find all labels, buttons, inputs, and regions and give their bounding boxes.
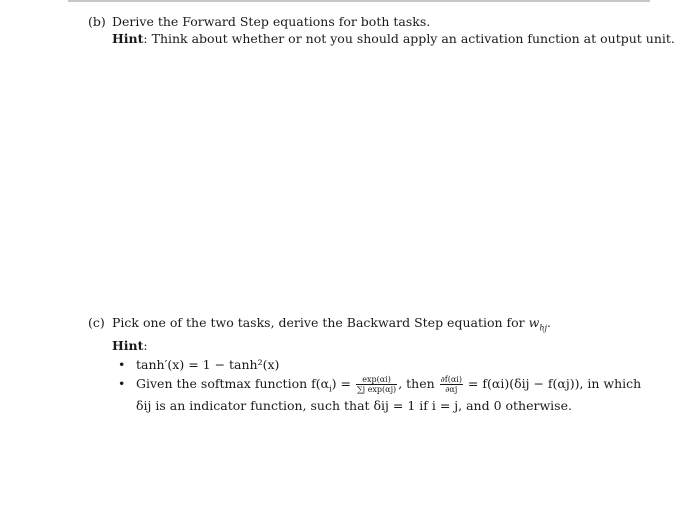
softmax-eq: ) = — [331, 375, 355, 391]
softmax-result: = f(αi)(δij − f(αj)), in which — [463, 375, 642, 391]
part-b-question-line — [88, 13, 668, 30]
hint-item-tanh — [88, 356, 668, 373]
part-c-hint-colon: : — [143, 337, 148, 353]
part-b-hint-text: : Think about whether or not you should apply an activation function at output unit. — [143, 31, 675, 46]
question-part-b — [88, 13, 675, 47]
part-b-label: (b) — [88, 14, 106, 29]
bullet-2: • — [118, 375, 126, 391]
part-b-hint-line — [88, 30, 675, 47]
part-b-question: Derive the Forward Step equations for both tasks. — [112, 14, 431, 29]
softmax-denominator: ∑j exp(αj) — [356, 384, 397, 394]
bullet-1: • — [118, 356, 126, 372]
part-c-question-prefix: Pick one of the two tasks, derive the Backward Step equation for — [112, 315, 529, 330]
part-c-question-var: w — [528, 315, 540, 330]
softmax-line-2: δij is an indicator function, such that δij = 1 if i = j, and 0 otherwise. — [136, 398, 572, 413]
softmax-fraction — [356, 375, 397, 394]
part-c-hint-line — [88, 337, 668, 354]
part-c-question-var-sub: hj — [539, 323, 547, 333]
softmax-sub-i: i — [329, 384, 332, 393]
hint-item-softmax — [88, 375, 668, 415]
softmax-then: , then — [398, 375, 439, 391]
question-part-c — [88, 314, 668, 416]
part-c-hint-label: Hint — [112, 337, 144, 353]
part-c-question-suffix: . — [546, 315, 551, 330]
derivative-fraction — [440, 375, 463, 394]
part-c-label: (c) — [88, 315, 105, 330]
derivative-numerator: ∂f(αi) — [440, 374, 462, 384]
tanh-derivative-formula: tanh′(x) = 1 − tanh²(x) — [136, 356, 280, 372]
part-c-question-line — [88, 314, 668, 337]
softmax-prefix: Given the softmax function f(α — [136, 375, 330, 391]
hint-list — [88, 356, 668, 415]
softmax-line-1 — [136, 375, 668, 398]
derivative-denominator: ∂αj — [445, 384, 458, 394]
softmax-numerator: exp(αi) — [356, 375, 397, 385]
top-rule — [68, 0, 650, 2]
part-b-hint-label: Hint — [112, 31, 144, 46]
